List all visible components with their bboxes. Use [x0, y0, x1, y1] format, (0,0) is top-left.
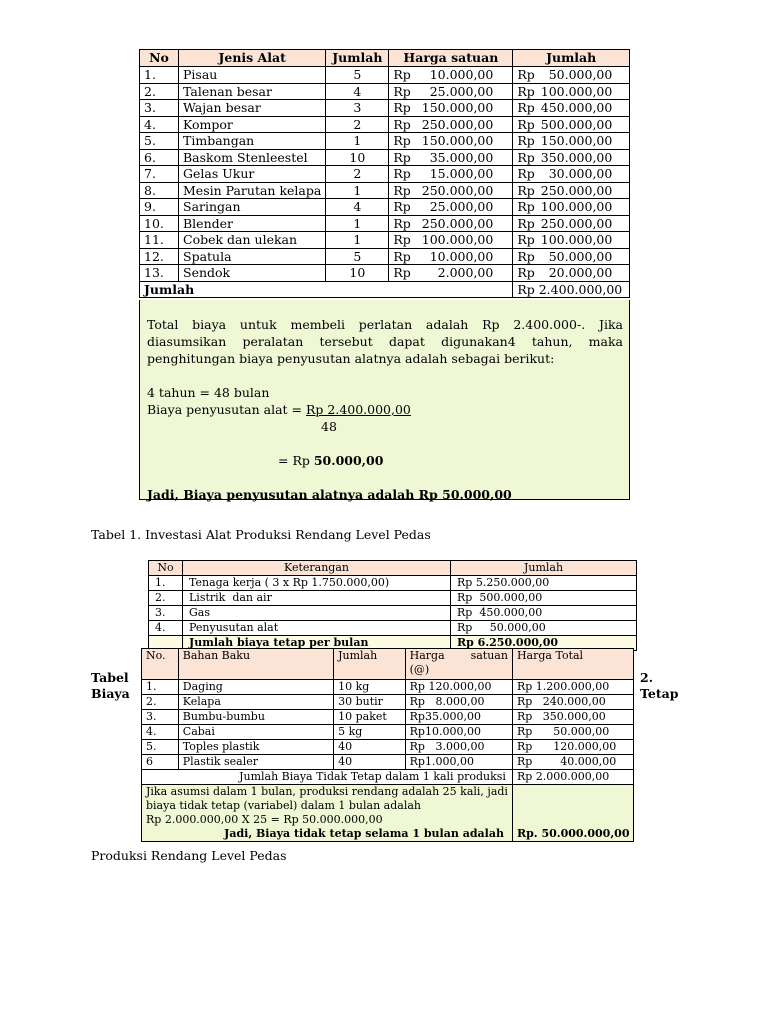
row-total: Rp 240.000,00	[512, 695, 634, 710]
row-keterangan: Gas	[183, 606, 451, 621]
row-qty: 5	[326, 248, 389, 265]
table-row	[140, 199, 630, 216]
row-harga	[389, 133, 513, 150]
row-total	[513, 149, 630, 166]
row-qty: 10	[326, 149, 389, 166]
harga-value: 25.000,00	[429, 83, 494, 99]
row-no: 2.	[149, 591, 183, 606]
currency-label: Rp	[517, 83, 535, 99]
row-total	[513, 232, 630, 249]
row-qty: 5 kg	[334, 725, 406, 740]
currency-label: Rp	[393, 166, 411, 181]
row-total	[513, 116, 630, 133]
row-total: Rp 120.000,00	[512, 740, 634, 755]
row-alat: Kompor	[179, 116, 326, 133]
caption-table-2: Produksi Rendang Level Pedas	[91, 848, 287, 863]
row-qty: 3	[326, 100, 389, 117]
row-alat: Timbangan	[179, 133, 326, 150]
table-row	[142, 695, 634, 710]
currency-label: Rp	[517, 215, 535, 231]
currency-label: Rp	[517, 116, 535, 132]
row-harga: Rp35.000,00	[405, 710, 512, 725]
row-total	[513, 182, 630, 199]
row-keterangan: Penyusutan alat	[183, 621, 451, 636]
header-bahan-baku: Bahan Baku	[178, 649, 333, 680]
formula-result	[147, 452, 623, 469]
harga-value: 25.000,00	[429, 199, 494, 214]
table-row	[140, 67, 630, 84]
header-no: No	[140, 50, 179, 67]
harga-value: 250.000,00	[421, 116, 494, 132]
row-harga	[389, 248, 513, 265]
table-row	[140, 166, 630, 183]
formula-prefix: Biaya penyusutan alat =	[147, 402, 306, 417]
result-prefix: = Rp	[278, 453, 314, 468]
header-jumlah: Jumlah	[334, 649, 406, 680]
fixed-cost-rows	[149, 576, 637, 636]
harga-value: 150.000,00	[421, 133, 494, 148]
formula-numerator: Rp 2.400.000,00	[306, 402, 411, 417]
note-paragraph: Total biaya untuk membeli perlatan adalah Rp 2.400.000-. Jika diasumsikan peralatan tersebut dapat digunakan4 tahun, maka penghitungan biaya penyusutan alatnya adalah sebagai berikut:	[147, 317, 623, 366]
fixed-cost-table	[148, 560, 637, 651]
note-line-months: 4 tahun = 48 bulan	[147, 385, 270, 400]
row-no: 2.	[142, 695, 179, 710]
row-qty: 1	[326, 215, 389, 232]
row-qty: 2	[326, 116, 389, 133]
table-row	[140, 116, 630, 133]
header-keterangan: Keterangan	[183, 561, 451, 576]
total-value-cell: 100.000,00	[540, 232, 613, 247]
row-total	[513, 215, 630, 232]
total-value-cell: 250.000,00	[540, 215, 613, 231]
variable-cost-rows	[142, 680, 634, 770]
row-jumlah: Rp 5.250.000,00	[451, 576, 637, 591]
side-label-left-2: Biaya	[91, 686, 130, 701]
row-alat: Baskom Stenleestel	[179, 149, 326, 166]
row-no: 4.	[140, 116, 179, 133]
table-row	[142, 755, 634, 770]
row-alat: Mesin Parutan kelapa	[179, 182, 326, 199]
row-no: 8.	[140, 182, 179, 199]
currency-label: Rp	[517, 166, 535, 181]
table-row	[149, 606, 637, 621]
row-bahan: Toples plastik	[178, 740, 333, 755]
row-alat: Spatula	[179, 248, 326, 265]
row-total	[513, 265, 630, 282]
table-row	[140, 100, 630, 117]
table-header-row	[142, 649, 634, 680]
row-harga: Rp 3.000,00	[405, 740, 512, 755]
table-row	[142, 680, 634, 695]
row-harga	[389, 182, 513, 199]
currency-label: Rp	[393, 182, 411, 198]
total-value-cell: 100.000,00	[540, 83, 613, 99]
row-qty: 1	[326, 232, 389, 249]
row-no: 3.	[149, 606, 183, 621]
currency-label: Rp	[517, 232, 535, 247]
note-line-formula	[147, 401, 623, 418]
subtotal-value: Rp 2.000.000,00	[512, 770, 634, 785]
header-harga-satuan: Harga satuan	[389, 50, 513, 67]
table-row	[142, 740, 634, 755]
equipment-rows	[140, 67, 630, 282]
currency-label: Rp	[393, 265, 411, 280]
row-alat: Wajan besar	[179, 100, 326, 117]
table-row	[140, 232, 630, 249]
table-row	[140, 149, 630, 166]
depreciation-note	[139, 300, 630, 500]
equipment-table	[139, 49, 630, 298]
currency-label: Rp	[393, 83, 411, 99]
harga-value: 100.000,00	[421, 232, 494, 247]
row-no: 6.	[140, 149, 179, 166]
assumption-line-1: Jika asumsi dalam 1 bulan, produksi rendang adalah 25 kali, jadi	[146, 785, 508, 798]
currency-label: Rp	[393, 215, 411, 231]
currency-label: Rp	[517, 149, 535, 165]
side-label-left-1: Tabel	[91, 670, 129, 685]
table-header-row	[140, 50, 630, 67]
row-harga	[389, 166, 513, 183]
row-harga: Rp 120.000,00	[405, 680, 512, 695]
row-qty: 10 kg	[334, 680, 406, 695]
table-row	[140, 83, 630, 100]
row-bahan: Plastik sealer	[178, 755, 333, 770]
header-no: No	[149, 561, 183, 576]
row-no: 3.	[140, 100, 179, 117]
row-qty: 30 butir	[334, 695, 406, 710]
header-no: No.	[142, 649, 179, 680]
table-row	[140, 182, 630, 199]
row-keterangan: Tenaga kerja ( 3 x Rp 1.750.000,00)	[183, 576, 451, 591]
row-total	[513, 248, 630, 265]
table-row	[140, 133, 630, 150]
row-no: 5.	[140, 133, 179, 150]
row-harga	[389, 116, 513, 133]
note-conclusion: Jadi, Biaya penyusutan alatnya adalah Rp 50.000,00	[147, 487, 512, 502]
row-no: 1.	[142, 680, 179, 695]
row-no: 9.	[140, 199, 179, 216]
header-harga-satuan: Harga satuan (@)	[405, 649, 512, 680]
currency-label: Rp	[393, 149, 411, 165]
row-total	[513, 199, 630, 216]
row-qty: 4	[326, 83, 389, 100]
subtotal-row	[142, 770, 634, 785]
currency-label: Rp	[393, 199, 411, 214]
fixed-total-value: Rp 6.250.000,00	[451, 636, 637, 651]
row-jumlah: Rp 50.000,00	[451, 621, 637, 636]
row-qty: 5	[326, 67, 389, 84]
row-total	[513, 100, 630, 117]
row-alat: Talenan besar	[179, 83, 326, 100]
row-bahan: Bumbu-bumbu	[178, 710, 333, 725]
row-no: 2.	[140, 83, 179, 100]
table-row	[140, 248, 630, 265]
row-no: 7.	[140, 166, 179, 183]
currency-label: Rp	[393, 248, 411, 264]
row-no: 6	[142, 755, 179, 770]
row-total	[513, 133, 630, 150]
row-harga	[389, 265, 513, 282]
final-value: Rp. 50.000.000,00	[512, 785, 634, 842]
table-row	[149, 621, 637, 636]
table-row	[149, 576, 637, 591]
row-no: 4.	[149, 621, 183, 636]
row-harga	[389, 199, 513, 216]
table-row	[142, 725, 634, 740]
row-no: 12.	[140, 248, 179, 265]
row-alat: Saringan	[179, 199, 326, 216]
table-header-row	[149, 561, 637, 576]
formula-divisor: 48	[321, 419, 337, 434]
currency-label: Rp	[393, 232, 411, 247]
result-value: 50.000,00	[313, 453, 384, 468]
row-qty: 10 paket	[334, 710, 406, 725]
assumption-row	[142, 785, 634, 828]
table-row	[140, 265, 630, 282]
header-jumlah-total: Jumlah	[513, 50, 630, 67]
row-qty: 40	[334, 755, 406, 770]
row-no: 4.	[142, 725, 179, 740]
total-value-cell: 250.000,00	[540, 182, 613, 198]
row-qty: 40	[334, 740, 406, 755]
total-value-cell: 350.000,00	[540, 149, 613, 165]
table-row	[142, 710, 634, 725]
variable-cost-table	[141, 648, 634, 842]
total-value-cell: 100.000,00	[540, 199, 613, 214]
row-keterangan: Listrik dan air	[183, 591, 451, 606]
total-value-cell: 20.000,00	[548, 265, 613, 280]
total-value-cell: 150.000,00	[540, 133, 613, 148]
currency-label: Rp	[393, 100, 411, 115]
harga-value: 2.000,00	[437, 265, 494, 280]
row-bahan: Kelapa	[178, 695, 333, 710]
row-alat: Pisau	[179, 67, 326, 84]
row-total: Rp 1.200.000,00	[512, 680, 634, 695]
row-bahan: Daging	[178, 680, 333, 695]
row-total: Rp 350.000,00	[512, 710, 634, 725]
row-total: Rp 50.000,00	[512, 725, 634, 740]
row-harga	[389, 149, 513, 166]
row-no: 1.	[149, 576, 183, 591]
row-qty: 1	[326, 182, 389, 199]
total-value-cell: 30.000,00	[548, 166, 613, 181]
row-harga	[389, 232, 513, 249]
row-harga: Rp10.000,00	[405, 725, 512, 740]
side-label-right-1: 2.	[640, 670, 654, 685]
row-harga	[389, 215, 513, 232]
subtotal-label: Jumlah Biaya Tidak Tetap dalam 1 kali produksi	[142, 770, 513, 785]
fixed-total-label: Jumlah biaya tetap per bulan	[183, 636, 451, 651]
harga-value: 250.000,00	[421, 182, 494, 198]
header-jumlah: Jumlah	[451, 561, 637, 576]
side-label-right-2: Tetap	[640, 686, 679, 701]
total-value-cell: 450.000,00	[540, 100, 613, 115]
row-no: 5.	[142, 740, 179, 755]
caption-table-1: Tabel 1. Investasi Alat Produksi Rendang Level Pedas	[91, 527, 431, 542]
row-total: Rp 40.000,00	[512, 755, 634, 770]
row-harga	[389, 67, 513, 84]
row-alat: Blender	[179, 215, 326, 232]
harga-value: 10.000,00	[429, 248, 494, 264]
assumption-line-3: Rp 2.000.000,00 X 25 = Rp 50.000.000,00	[146, 813, 383, 826]
currency-label: Rp	[517, 182, 535, 198]
table-row	[149, 591, 637, 606]
currency-label: Rp	[517, 100, 535, 115]
row-qty: 1	[326, 133, 389, 150]
currency-label: Rp	[517, 133, 535, 148]
currency-label: Rp	[393, 133, 411, 148]
row-qty: 2	[326, 166, 389, 183]
row-jumlah: Rp 450.000,00	[451, 606, 637, 621]
assumption-line-2: biaya tidak tetap (variabel) dalam 1 bulan adalah	[146, 799, 421, 812]
row-total	[513, 83, 630, 100]
total-value-cell: 50.000,00	[548, 67, 613, 82]
row-no: 1.	[140, 67, 179, 84]
total-value: Rp 2.400.000,00	[513, 281, 630, 298]
row-bahan: Cabai	[178, 725, 333, 740]
currency-label: Rp	[517, 265, 535, 280]
row-total	[513, 67, 630, 84]
currency-label: Rp	[517, 67, 535, 82]
row-harga: Rp 8.000,00	[405, 695, 512, 710]
currency-label: Rp	[517, 248, 535, 264]
row-harga	[389, 100, 513, 117]
row-no: 10.	[140, 215, 179, 232]
currency-label: Rp	[393, 67, 411, 82]
final-label: Jadi, Biaya tidak tetap selama 1 bulan adalah	[142, 827, 513, 842]
row-harga: Rp1.000,00	[405, 755, 512, 770]
row-alat: Cobek dan ulekan	[179, 232, 326, 249]
currency-label: Rp	[517, 199, 535, 214]
harga-value: 150.000,00	[421, 100, 494, 115]
header-jumlah: Jumlah	[326, 50, 389, 67]
harga-value: 35.000,00	[429, 149, 494, 165]
total-value-cell: 50.000,00	[548, 248, 613, 264]
header-jenis-alat: Jenis Alat	[179, 50, 326, 67]
row-no: 3.	[142, 710, 179, 725]
row-no: 11.	[140, 232, 179, 249]
total-row	[140, 281, 630, 298]
row-harga	[389, 83, 513, 100]
row-alat: Gelas Ukur	[179, 166, 326, 183]
total-label: Jumlah	[140, 281, 513, 298]
row-qty: 4	[326, 199, 389, 216]
row-no: 13.	[140, 265, 179, 282]
row-jumlah: Rp 500.000,00	[451, 591, 637, 606]
table-row	[140, 215, 630, 232]
row-qty: 10	[326, 265, 389, 282]
total-value-cell: 500.000,00	[540, 116, 613, 132]
harga-value: 250.000,00	[421, 215, 494, 231]
header-harga-total: Harga Total	[512, 649, 634, 680]
row-total	[513, 166, 630, 183]
harga-value: 15.000,00	[429, 166, 494, 181]
harga-value: 10.000,00	[429, 67, 494, 82]
currency-label: Rp	[393, 116, 411, 132]
row-alat: Sendok	[179, 265, 326, 282]
